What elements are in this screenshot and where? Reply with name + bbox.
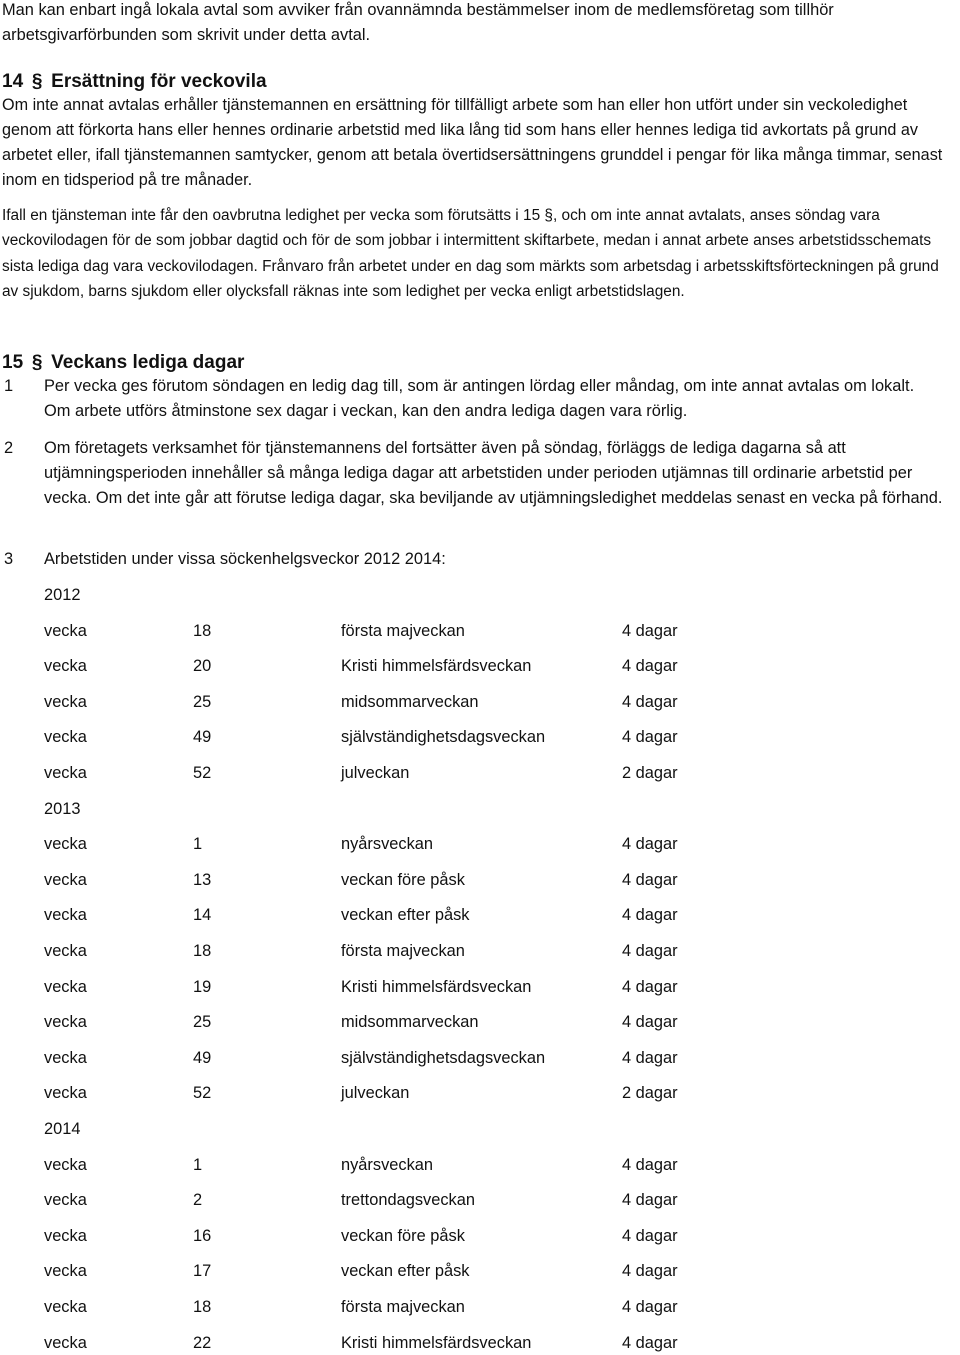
paragraph-symbol: § <box>31 71 43 92</box>
schedule-row <box>0 939 960 963</box>
schedule-row <box>0 619 960 643</box>
week-name: veckan före påsk <box>341 1227 465 1245</box>
week-label: vecka <box>44 1013 87 1031</box>
week-number: 16 <box>193 1227 212 1245</box>
schedule-row <box>0 903 960 927</box>
item-text: Om företagets verksamhet för tjänstemannens del fortsätter även på söndag, förläggs de lediga dagarna så att utjämningsperioden innehåller så många lediga dagar att arbetstiden under perioden utjämnas till ordinarie arbetstid per vecka. Om det inte går att förutse lediga dagar, ska beviljande av utjämningsledighet meddelas senast en vecka på förhand. <box>44 439 943 507</box>
schedule-row <box>0 868 960 892</box>
schedule-year: 2013 <box>44 800 81 818</box>
item-number: 2 <box>4 439 14 457</box>
week-label: vecka <box>44 871 87 889</box>
schedule-row <box>0 832 960 856</box>
week-number: 22 <box>193 1334 212 1352</box>
week-number: 25 <box>193 693 212 711</box>
week-name: veckan efter påsk <box>341 1262 470 1280</box>
week-number: 52 <box>193 764 212 782</box>
free-days: 4 dagar <box>622 906 678 924</box>
free-days: 4 dagar <box>622 942 678 960</box>
week-name: självständighetsdagsveckan <box>341 728 546 746</box>
paragraph-symbol: § <box>31 352 43 373</box>
free-days: 4 dagar <box>622 693 678 711</box>
week-number: 1 <box>193 835 203 853</box>
schedule-year: 2012 <box>44 586 81 604</box>
schedule-row <box>0 1295 960 1319</box>
schedule-row <box>0 1046 960 1070</box>
item-text: Arbetstiden under vissa söckenhelgsveckor 2012 2014: <box>44 550 446 568</box>
section-number: 15 <box>2 352 24 373</box>
free-days: 4 dagar <box>622 622 678 640</box>
week-name: trettondagsveckan <box>341 1191 475 1209</box>
week-number: 18 <box>193 942 212 960</box>
intro-line-2: arbetsgivarförbunden som skrivit under detta avtal. <box>2 26 371 44</box>
week-label: vecka <box>44 978 87 996</box>
item-number: 3 <box>4 550 14 568</box>
free-days: 4 dagar <box>622 657 678 675</box>
intro-line-1: Man kan enbart ingå lokala avtal som avviker från ovannämnda bestämmelser inom de medlemsföretag som tillhör <box>2 1 834 19</box>
schedule-row <box>0 690 960 714</box>
free-days: 4 dagar <box>622 835 678 853</box>
week-label: vecka <box>44 1298 87 1316</box>
section-title: Ersättning för veckovila <box>51 71 267 92</box>
week-name: första majveckan <box>341 1298 465 1316</box>
week-label: vecka <box>44 1262 87 1280</box>
free-days: 2 dagar <box>622 1084 678 1102</box>
free-days: 4 dagar <box>622 1298 678 1316</box>
week-number: 17 <box>193 1262 212 1280</box>
week-name: första majveckan <box>341 622 465 640</box>
week-name: Kristi himmelsfärdsveckan <box>341 657 532 675</box>
week-name: nyårsveckan <box>341 835 434 853</box>
free-days: 4 dagar <box>622 978 678 996</box>
schedule-row <box>0 725 960 749</box>
week-label: vecka <box>44 1334 87 1352</box>
free-days: 4 dagar <box>622 1334 678 1352</box>
week-number: 14 <box>193 906 212 924</box>
schedule-row <box>0 1010 960 1034</box>
free-days: 4 dagar <box>622 1156 678 1174</box>
schedule-row <box>0 1188 960 1212</box>
week-name: julveckan <box>341 764 410 782</box>
week-number: 25 <box>193 1013 212 1031</box>
free-days: 4 dagar <box>622 728 678 746</box>
week-name: midsommarveckan <box>341 693 479 711</box>
week-name: Kristi himmelsfärdsveckan <box>341 1334 532 1352</box>
schedule-row <box>0 1153 960 1177</box>
week-name: midsommarveckan <box>341 1013 479 1031</box>
schedule-row <box>0 1081 960 1105</box>
week-label: vecka <box>44 1227 87 1245</box>
week-name: Kristi himmelsfärdsveckan <box>341 978 532 996</box>
week-number: 49 <box>193 1049 212 1067</box>
week-label: vecka <box>44 942 87 960</box>
week-label: vecka <box>44 622 87 640</box>
section-title: Veckans lediga dagar <box>51 352 245 373</box>
week-number: 20 <box>193 657 212 675</box>
week-label: vecka <box>44 657 87 675</box>
week-label: vecka <box>44 1049 87 1067</box>
week-label: vecka <box>44 693 87 711</box>
week-label: vecka <box>44 835 87 853</box>
schedule-row <box>0 654 960 678</box>
week-label: vecka <box>44 1156 87 1174</box>
schedule-row <box>0 975 960 999</box>
week-number: 1 <box>193 1156 203 1174</box>
week-name: nyårsveckan <box>341 1156 434 1174</box>
free-days: 4 dagar <box>622 1013 678 1031</box>
free-days: 4 dagar <box>622 1049 678 1067</box>
section-14-heading <box>2 70 267 94</box>
schedule-row <box>0 1224 960 1248</box>
schedule-row <box>0 1331 960 1355</box>
item-number: 1 <box>4 377 14 395</box>
free-days: 2 dagar <box>622 764 678 782</box>
item-text: Per vecka ges förutom söndagen en ledig dag till, som är antingen lördag eller måndag, om inte annat avtalas om lokalt. Om arbete utförs åtminstone sex dagar i veckan, kan den andra lediga dagen vara rörlig. <box>44 377 915 420</box>
section-number: 14 <box>2 71 24 92</box>
week-label: vecka <box>44 1084 87 1102</box>
week-number: 2 <box>193 1191 203 1209</box>
week-name: julveckan <box>341 1084 410 1102</box>
week-number: 52 <box>193 1084 212 1102</box>
week-name: självständighetsdagsveckan <box>341 1049 546 1067</box>
week-name: första majveckan <box>341 942 465 960</box>
schedule-year: 2014 <box>44 1120 81 1138</box>
free-days: 4 dagar <box>622 1191 678 1209</box>
week-name: veckan efter påsk <box>341 906 470 924</box>
section-14-paragraph-1: Om inte annat avtalas erhåller tjänstemannen en ersättning för tillfälligt arbete som han eller hon utfört under sin veckoledighet genom att förkorta hans eller hennes ordinarie arbetstid med lika lång tid som hans eller hennes lediga tid avkortats på grund av arbetet eller, ifall tjänstemannen samtycker, genom att betala övertidsersättningens grunddel i pengar för lika många timmar, senast inom en tidsperiod på tre månader. <box>2 96 943 189</box>
week-number: 18 <box>193 1298 212 1316</box>
week-number: 13 <box>193 871 212 889</box>
week-label: vecka <box>44 728 87 746</box>
week-number: 19 <box>193 978 212 996</box>
week-name: veckan före påsk <box>341 871 465 889</box>
free-days: 4 dagar <box>622 1227 678 1245</box>
schedule-row <box>0 1259 960 1283</box>
week-label: vecka <box>44 764 87 782</box>
section-14-paragraph-2: Ifall en tjänsteman inte får den oavbrutna ledighet per vecka som förutsätts i 15 §, och om inte annat avtalats, anses söndag vara veckovilodagen för de som jobbar dagtid och för de som jobbar i intermittent skiftarbete, medan i annat arbete anses arbetstidsschemats sista lediga dag vara veckovilodagen. Frånvaro från arbetet under en dag som märkts som arbetsdag i arbetsskiftsförteckningen på grund av sjukdom, barns sjukdom eller olycksfall räknas inte som ledighet per vecka enligt arbetstidslagen. <box>2 207 939 300</box>
week-label: vecka <box>44 906 87 924</box>
schedule-row <box>0 761 960 785</box>
free-days: 4 dagar <box>622 1262 678 1280</box>
free-days: 4 dagar <box>622 871 678 889</box>
week-number: 18 <box>193 622 212 640</box>
week-label: vecka <box>44 1191 87 1209</box>
week-number: 49 <box>193 728 212 746</box>
section-15-heading <box>2 351 244 375</box>
